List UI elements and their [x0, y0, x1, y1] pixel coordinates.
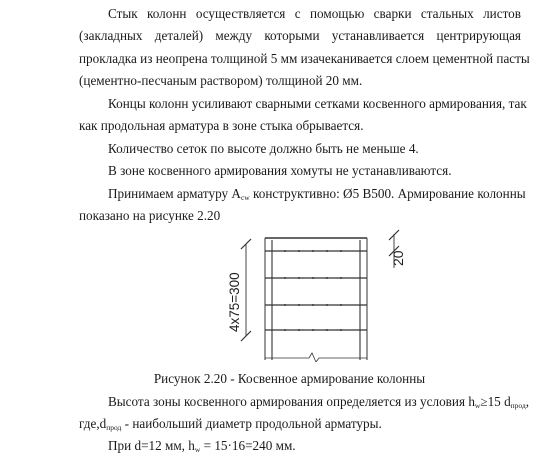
p5-text-post: конструктивно: Ø5 В500. Армирование колонны: [249, 186, 526, 201]
dim-right-label: 20: [390, 250, 406, 266]
p1-line-3: прокладка из неопрена толщиной 5 мм изачеканивается слоем цементной пасты: [79, 51, 530, 66]
p6-text-post: ,: [525, 394, 530, 409]
p6-text-mid: ≥15 d: [480, 394, 511, 409]
p2-line-1: Концы колонн усиливают сварными сетками косвенного армирования, так: [108, 96, 527, 111]
p6-subscript-2: прод: [510, 401, 526, 410]
p5-subscript: cw: [240, 193, 250, 202]
p3-line: Количество сеток по высоте должно быть не меньше 4.: [108, 141, 419, 156]
break-line: [265, 353, 367, 362]
p1-line-2: (закладных деталей) между которыми устанавливается центрирующая: [79, 28, 521, 43]
p6-line-2: [79, 416, 382, 432]
p4-line: В зоне косвенного армирования хомуты не устанавливаются.: [108, 163, 452, 178]
reinforcement-figure: [219, 226, 419, 362]
mesh-group: [265, 251, 367, 330]
p1-line-1: Стык колонн осуществляется с помощью сварки стальных листов: [108, 6, 521, 21]
p6-line2-subscript: прод: [106, 423, 122, 432]
p1-line-4: (цементно-песчаным раствором) толщиной 20 мм.: [79, 73, 363, 88]
p7-text-pre: При d=12 мм, h: [108, 438, 195, 453]
p5-line-1: [108, 186, 526, 202]
p7-text-post: = 15·16=240 мм.: [200, 438, 296, 453]
p7-line: [108, 438, 296, 454]
p6-line-1: [108, 394, 529, 410]
p6-line2-post: - наибольший диаметр продольной арматуры.: [121, 416, 382, 431]
p6-subscript-1: w: [474, 401, 481, 410]
figure-caption: Рисунок 2.20 - Косвенное армирование колонны: [153, 371, 426, 386]
p7-subscript: w: [194, 445, 201, 454]
p5-line-2: показано на рисунке 2.20: [79, 208, 221, 223]
mesh-dots: [284, 250, 342, 331]
p6-text-pre: Высота зоны косвенного армирования определяется из условия h: [108, 394, 475, 409]
dim-left-label: 4x75=300: [227, 272, 242, 332]
p6-line2-pre: где,d: [79, 416, 107, 431]
p5-text-pre: Принимаем арматуру А: [108, 186, 241, 201]
p2-line-2: как продольная арматура в зоне стыка обрывается.: [79, 118, 364, 133]
